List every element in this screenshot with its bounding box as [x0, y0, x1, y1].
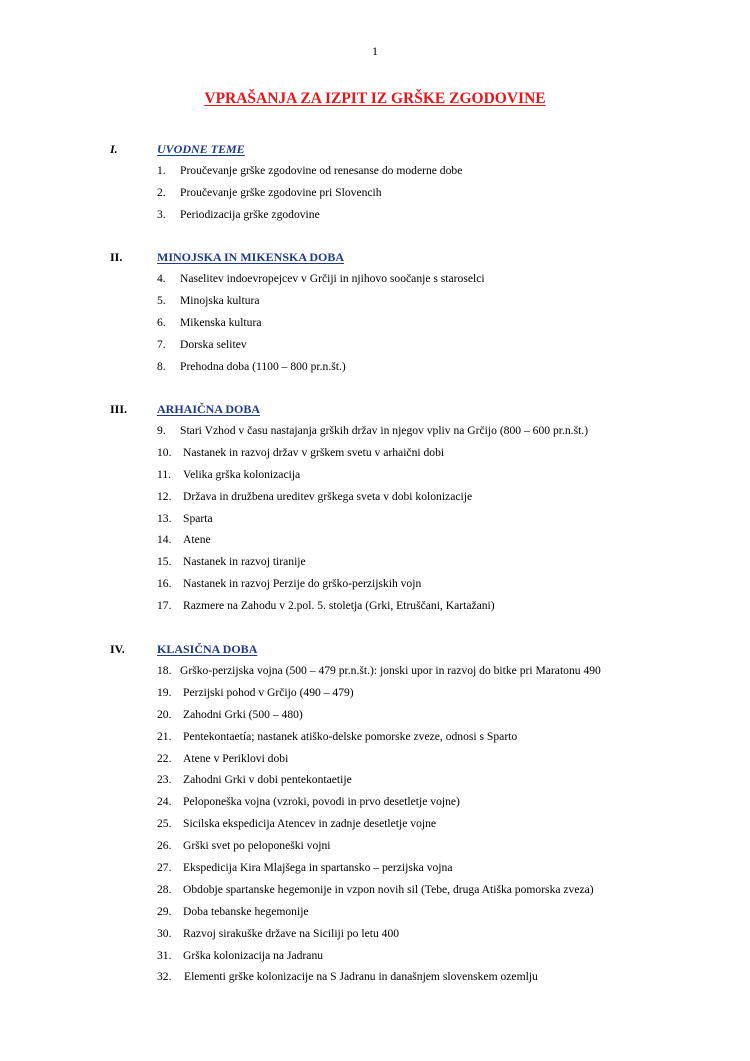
- section-uvodne-teme: [0, 142, 750, 230]
- list-item: [0, 795, 750, 817]
- item-text: Periodizacija grške zgodovine: [180, 207, 320, 221]
- item-number: 31.: [157, 948, 172, 962]
- item-text: Prehodna doba (1100 – 800 pr.n.št.): [180, 359, 346, 373]
- question-list: [0, 272, 750, 381]
- question-list: [0, 664, 750, 992]
- list-item: [0, 905, 750, 927]
- item-number: 10.: [157, 445, 172, 459]
- item-text: Sparta: [183, 511, 213, 525]
- item-text: Doba tebanske hegemonije: [183, 904, 309, 918]
- list-item: [0, 533, 750, 555]
- item-text: Sicilska ekspedicija Atencev in zadnje desetletje vojne: [183, 817, 437, 831]
- item-text: Zahodni Grki v dobi pentekontaetije: [183, 773, 352, 787]
- list-item: [0, 927, 750, 949]
- section-numeral: II.: [110, 250, 123, 264]
- item-text: Proučevanje grške zgodovine pri Slovencih: [180, 185, 382, 199]
- list-item: [0, 839, 750, 861]
- item-text: Velika grška kolonizacija: [183, 467, 301, 481]
- item-number: 12.: [157, 489, 172, 503]
- item-number: 15.: [157, 555, 172, 569]
- item-number: 17.: [157, 599, 172, 613]
- item-text: Pentekontaetía; nastanek atiško-delske pomorske zveze, odnosi s Sparto: [183, 729, 518, 743]
- list-item: [0, 730, 750, 752]
- item-text: Obdobje spartanske hegemonije in vzpon novih sil (Tebe, druga Atiška pomorska zveza): [183, 882, 594, 896]
- item-text: Nastanek in razvoj tiranije: [183, 555, 306, 569]
- section-minojska-in-mikenska-doba: [0, 250, 750, 381]
- item-text: Mikenska kultura: [180, 315, 262, 329]
- item-text: Nastanek in razvoj Perzije do grško-perzijskih vojn: [183, 577, 422, 591]
- list-item: [0, 294, 750, 316]
- item-text: Naselitev indoevropejcev v Grčiji in njihovo soočanje s staroselci: [180, 272, 485, 285]
- list-item: [0, 686, 750, 708]
- item-number: 11.: [157, 467, 172, 481]
- item-number: 30.: [157, 926, 172, 940]
- item-text: Razmere na Zahodu v 2.pol. 5. stoletja (Grki, Etruščani, Kartažani): [183, 599, 495, 613]
- item-number: 28.: [157, 882, 172, 896]
- item-number: 2.: [157, 185, 166, 199]
- item-text: Nastanek in razvoj držav v grškem svetu v arhaični dobi: [183, 445, 445, 459]
- item-number: 23.: [157, 773, 172, 787]
- item-number: 7.: [157, 337, 166, 351]
- list-item: [0, 208, 750, 230]
- list-item: [0, 949, 750, 971]
- document-title: VPRAŠANJA ZA IZPIT IZ GRŠKE ZGODOVINE: [204, 90, 546, 107]
- list-item: [0, 883, 750, 905]
- list-item: [0, 272, 750, 294]
- item-number: 32.: [157, 970, 172, 984]
- item-text: Elementi grške kolonizacije na S Jadranu in današnjem slovenskem ozemlju: [184, 970, 538, 984]
- item-text: Atene v Periklovi dobi: [183, 751, 289, 765]
- item-number: 9.: [157, 424, 166, 437]
- list-item: [0, 773, 750, 795]
- list-item: [0, 490, 750, 512]
- list-item: [0, 446, 750, 468]
- item-number: 21.: [157, 729, 172, 743]
- section-title: MINOJSKA IN MIKENSKA DOBA: [157, 250, 345, 264]
- list-item: [0, 360, 750, 382]
- item-text: Atene: [183, 533, 211, 547]
- item-number: 5.: [157, 293, 166, 307]
- item-number: 13.: [157, 511, 172, 525]
- item-text: Minojska kultura: [180, 293, 260, 307]
- question-list: [0, 424, 750, 621]
- question-list: [0, 164, 750, 230]
- list-item: [0, 970, 750, 992]
- section-numeral: IV.: [110, 642, 125, 656]
- list-item: [0, 316, 750, 338]
- list-item: [0, 599, 750, 621]
- list-item: [0, 861, 750, 883]
- list-item: [0, 468, 750, 490]
- item-text: Grška kolonizacija na Jadranu: [183, 948, 324, 962]
- item-number: 18.: [157, 664, 172, 677]
- item-text: Ekspedicija Kira Mlajšega in spartansko – perzijska vojna: [183, 861, 453, 875]
- list-item: [0, 577, 750, 599]
- item-number: 4.: [157, 272, 166, 285]
- section-klasicna-doba: [0, 642, 750, 992]
- item-number: 14.: [157, 533, 172, 547]
- list-item: [0, 338, 750, 360]
- item-number: 24.: [157, 795, 172, 809]
- item-text: Zahodni Grki (500 – 480): [183, 707, 303, 721]
- item-text: Država in družbena ureditev grškega sveta v dobi kolonizacije: [183, 489, 473, 503]
- item-number: 1.: [157, 164, 166, 177]
- item-number: 27.: [157, 861, 172, 875]
- item-number: 29.: [157, 904, 172, 918]
- section-numeral: III.: [110, 402, 128, 416]
- section-heading-row: [0, 250, 750, 269]
- item-text: Peloponeška vojna (vzroki, povodi in prvo desetletje vojne): [183, 795, 460, 809]
- item-number: 26.: [157, 839, 172, 853]
- item-text: Perzijski pohod v Grčijo (490 – 479): [183, 685, 354, 699]
- item-number: 6.: [157, 315, 166, 329]
- item-number: 20.: [157, 707, 172, 721]
- list-item: [0, 512, 750, 534]
- item-number: 3.: [157, 207, 166, 221]
- section-title: ARHAIČNA DOBA: [157, 402, 261, 416]
- item-text: Stari Vzhod v času nastajanja grških držav in njegov vpliv na Grčijo (800 – 600 pr.n.št.): [180, 424, 589, 437]
- page-number: 1: [372, 44, 378, 58]
- item-number: 19.: [157, 685, 172, 699]
- section-numeral: I.: [110, 142, 118, 156]
- item-number: 16.: [157, 577, 172, 591]
- list-item: [0, 424, 750, 446]
- item-text: Grško-perzijska vojna (500 – 479 pr.n.št.): jonski upor in razvoj do bitke pri Maratonu 490: [180, 664, 601, 677]
- item-text: Dorska selitev: [180, 337, 247, 351]
- section-title: KLASIČNA DOBA: [157, 642, 258, 656]
- item-number: 25.: [157, 817, 172, 831]
- item-text: Razvoj sirakuške države na Siciliji po letu 400: [183, 926, 400, 940]
- list-item: [0, 186, 750, 208]
- section-heading-row: [0, 642, 750, 661]
- section-heading-row: [0, 142, 750, 161]
- item-text: Grški svet po peloponeški vojni: [183, 839, 331, 853]
- list-item: [0, 708, 750, 730]
- list-item: [0, 817, 750, 839]
- item-number: 22.: [157, 751, 172, 765]
- section-heading-row: [0, 402, 750, 421]
- list-item: [0, 752, 750, 774]
- list-item: [0, 664, 750, 686]
- section-title: UVODNE TEME: [157, 142, 245, 156]
- section-arhaicna-doba: [0, 402, 750, 621]
- list-item: [0, 164, 750, 186]
- item-number: 8.: [157, 359, 166, 373]
- list-item: [0, 555, 750, 577]
- item-text: Proučevanje grške zgodovine od renesanse do moderne dobe: [180, 164, 463, 177]
